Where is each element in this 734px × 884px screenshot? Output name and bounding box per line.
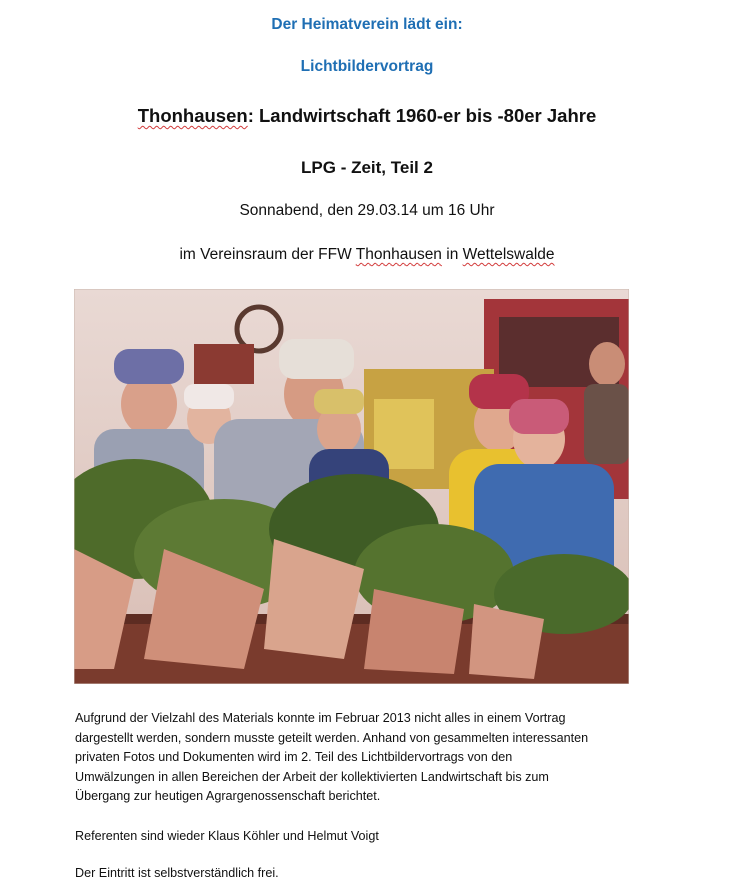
description-line: Umwälzungen in allen Bereichen der Arbeit der kollektivierten Landwirtschaft bis zum (75, 769, 549, 784)
event-date: Sonnabend, den 29.03.14 um 16 Uhr (239, 202, 495, 219)
club-invitation: Der Heimatverein lädt ein: (271, 16, 463, 33)
event-title (0, 105, 734, 127)
event-subtitle: LPG - Zeit, Teil 2 (301, 158, 433, 177)
venue-prefix: im Vereinsraum der FFW (179, 246, 356, 263)
description-line: Übergang zur heutigen Agrargenossenschaft berichtet. (75, 789, 381, 804)
admission: Der Eintritt ist selbstverständlich frei. (75, 866, 279, 880)
event-type: Lichtbildervortrag (300, 58, 434, 75)
speakers: Referenten sind wieder Klaus Köhler und Helmut Voigt (75, 829, 379, 843)
event-venue (0, 246, 734, 264)
description-line: privaten Fotos und Dokumenten wird im 2. Teil des Lichtbildervortrags von den (75, 750, 513, 765)
title-place: Thonhausen (137, 105, 248, 126)
venue-place-2: Wettelswalde (462, 246, 555, 263)
description-line: dargestellt werden, sondern musste geteilt werden. Anhand von gesammelten interessanten (75, 730, 589, 745)
harvest-photo (74, 289, 629, 684)
venue-middle: in (441, 246, 463, 263)
venue-place-1: Thonhausen (355, 246, 442, 263)
title-rest: : Landwirtschaft 1960-er bis -80er Jahre (247, 105, 597, 126)
description-line: Aufgrund der Vielzahl des Materials konnte im Februar 2013 nicht alles in einem Vortrag (75, 711, 566, 725)
